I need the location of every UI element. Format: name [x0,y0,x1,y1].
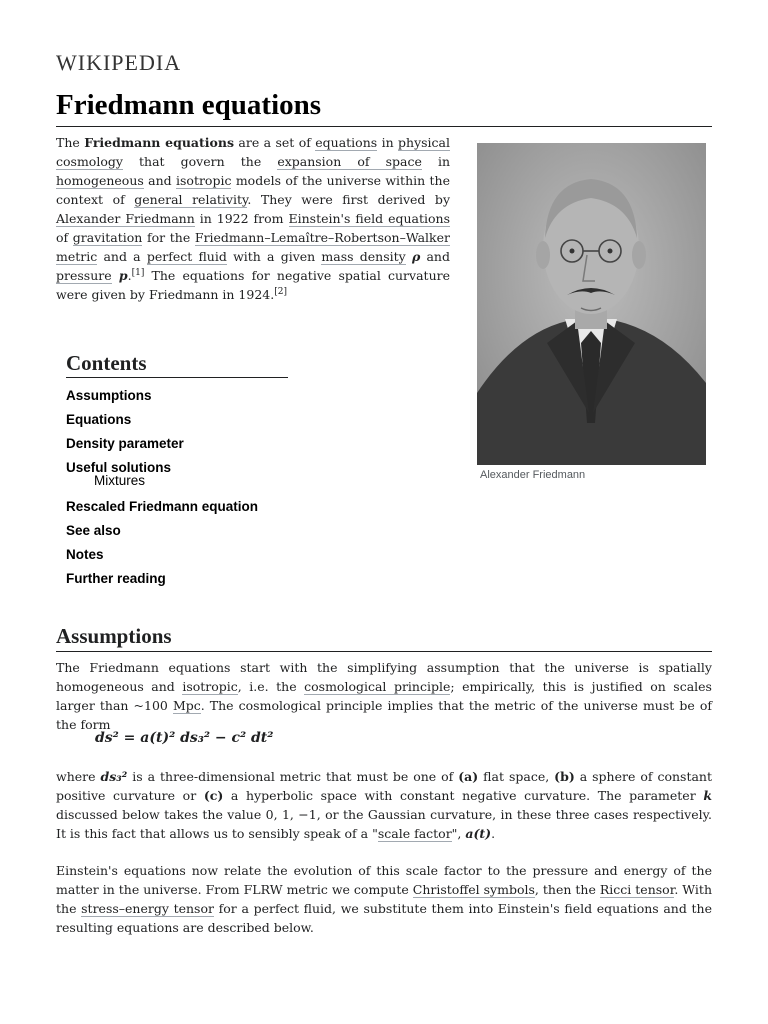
inline-link[interactable]: Friedmann–Lemaître–Robertson–Walker metric [56,230,450,264]
inline-link[interactable]: expansion of space [277,154,422,169]
text-run: . With the [56,882,712,916]
text-run: . The cosmological principle implies that the metric of the universe must be of the form [56,698,712,732]
text-run: is a three-dimensional metric that must be one of [127,769,459,784]
text-run: . They were first derived by [247,192,450,207]
inline-link[interactable]: mass density [321,249,406,264]
text-run: and a [97,249,147,264]
inline-link[interactable]: Alexander Friedmann [56,211,195,226]
metric-equation: ds² = a(t)² ds₃² − c² dt² [95,730,274,746]
lead-paragraph [56,133,450,304]
bold-text: (b) [554,769,575,784]
inline-link[interactable]: physical cosmology [56,135,450,169]
math-symbol: k [703,788,712,803]
toc-item-notes[interactable]: Notes [66,547,104,562]
text-run: are a set of [234,135,316,150]
text-run: Einstein's equations now relate the evolution of this scale factor to the pressure and energy of the matter in the universe. From FLRW metric we compute [56,863,712,897]
inline-link[interactable]: Ricci tensor [599,882,675,897]
text-run: The [56,135,85,150]
inline-link[interactable]: scale factor [377,826,452,841]
math-symbol: ρ [411,249,421,264]
text-run: . [127,268,132,283]
inline-link[interactable]: Einstein's field equations [288,211,450,226]
text-run: a hyperbolic space with constant negative curvature. The parameter [223,788,704,803]
inline-link[interactable]: stress–energy tensor [81,901,214,916]
toc-item-further-reading[interactable]: Further reading [66,571,166,586]
text-run: in [377,135,399,150]
assumptions-paragraph-2 [56,767,712,843]
wikipedia-wordmark[interactable]: WIKIPEDIA [56,50,182,75]
toc-title: Contents [66,350,288,378]
text-run: a sphere of constant positive curvature or [56,769,713,803]
bold-text: (c) [203,788,224,803]
math-symbol: a(t) [465,826,492,841]
inline-link[interactable]: Christoffel symbols [412,882,535,897]
text-run: . [491,826,496,841]
section-heading-assumptions: Assumptions [56,622,712,652]
toc-item-density-parameter[interactable]: Density parameter [66,436,184,451]
toc-item-assumptions[interactable]: Assumptions [66,388,152,403]
text-run: with a given [226,249,322,264]
toc-item-equations[interactable]: Equations [66,412,132,427]
portrait-image[interactable] [477,143,706,465]
assumptions-paragraph-1 [56,658,712,734]
inline-link[interactable]: isotropic [176,173,232,188]
toc-item-mixtures[interactable]: Mixtures [94,473,146,488]
text-run: discussed below takes the value 0, 1, −1, or the Gaussian curvature, in these three cases respectively. It is this fact that allows us to sensibly speak of a " [56,807,712,841]
text-run: in 1922 from [194,211,289,226]
bold-text: (a) [458,769,479,784]
text-run: The Friedmann equations start with the simplifying assumption that the universe is spatially homogeneous and [56,660,712,694]
inline-link[interactable]: cosmological principle [304,679,451,694]
text-run: ", [451,826,466,841]
text-run: in [421,154,450,169]
assumptions-paragraph-3 [56,861,712,937]
citation-ref[interactable]: [2] [274,286,287,297]
text-run: The equations for negative spatial curvature were given by Friedmann in 1924. [56,268,450,302]
text-run: models of the universe within the context of [56,173,450,207]
inline-link[interactable]: perfect fluid [146,249,227,264]
inline-link[interactable]: pressure [56,268,112,283]
text-run: , i.e. the [237,679,305,694]
inline-link[interactable]: general relativity [134,192,248,207]
page-title: Friedmann equations [56,86,712,127]
inline-link[interactable]: Mpc [172,698,201,713]
table-of-contents [66,350,288,591]
text-run: and [143,173,176,188]
text-run: and [420,249,450,264]
toc-item-see-also[interactable]: See also [66,523,121,538]
inline-link[interactable]: equations [315,135,378,150]
inline-link[interactable]: homogeneous [56,173,144,188]
toc-item-useful-solutions[interactable]: Useful solutions [66,460,172,475]
text-run: , then the [534,882,600,897]
infobox-caption: Alexander Friedmann [480,469,586,481]
citation-ref[interactable]: [1] [131,267,145,278]
text-run: for a perfect fluid, we substitute them into Einstein's field equations and the resulting equations are described below. [56,901,712,935]
text-run: of [56,230,73,245]
text-run: for the [142,230,195,245]
toc-list [66,384,288,591]
text-run: ; empirically, this is justified on scales larger than ~100 [56,679,712,713]
text-run: that govern the [122,154,278,169]
inline-link[interactable]: isotropic [182,679,238,694]
math-symbol: p [118,268,128,283]
bold-text: Friedmann equations [84,135,235,150]
text-run: where [56,769,101,784]
toc-item-rescaled-friedmann-equation[interactable]: Rescaled Friedmann equation [66,499,259,514]
text-run: flat space, [478,769,555,784]
infobox [477,143,706,481]
math-symbol: ds₃² [100,769,128,784]
inline-link[interactable]: gravitation [72,230,143,245]
text-run [112,268,119,283]
